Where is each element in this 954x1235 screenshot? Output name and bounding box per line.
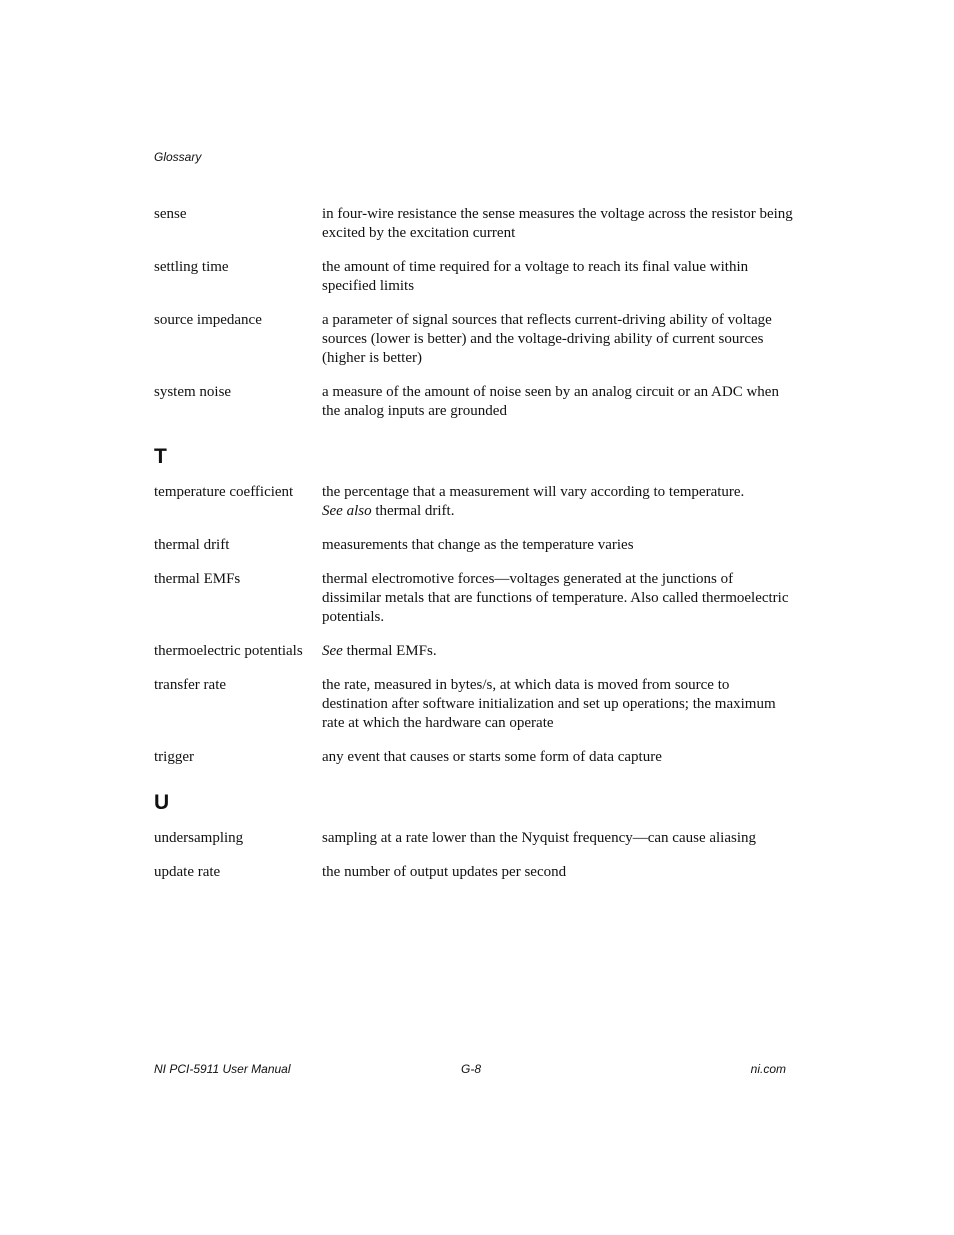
glossary-entry — [154, 205, 794, 243]
glossary-entry — [154, 536, 794, 555]
running-header: Glossary — [154, 150, 202, 164]
section-letter-t: T — [154, 445, 167, 468]
glossary-entry — [154, 748, 794, 767]
entry-definition: thermal electromotive forces—voltages generated at the junctions of dissimilar metals that are functions of temperature. Also called thermoelectric potentials. — [322, 571, 789, 625]
glossary-entries — [154, 205, 794, 897]
glossary-entry — [154, 258, 794, 296]
see-label: See — [322, 643, 343, 659]
footer-manual-title: NI PCI-5911 User Manual — [154, 1062, 291, 1076]
page-footer — [154, 1062, 786, 1078]
entry-term: thermal drift — [154, 537, 230, 553]
entry-definition: in four-wire resistance the sense measures the voltage across the resistor being excited by the excitation current — [322, 206, 793, 241]
entry-definition: any event that causes or starts some form of data capture — [322, 749, 662, 765]
entry-definition: a measure of the amount of noise seen by an analog circuit or an ADC when the analog inputs are grounded — [322, 384, 779, 419]
glossary-entry — [154, 676, 794, 733]
glossary-entry — [154, 863, 794, 882]
entry-term: thermal EMFs — [154, 571, 241, 587]
cross-reference: thermal EMFs. — [346, 643, 437, 659]
footer-site-link: ni.com — [750, 1062, 786, 1076]
entry-definition — [322, 642, 794, 661]
entry-definition: the number of output updates per second — [322, 864, 567, 880]
footer-page-number: G-8 — [461, 1062, 482, 1076]
entry-term: settling time — [154, 259, 229, 275]
entry-definition: measurements that change as the temperature varies — [322, 537, 634, 553]
entry-definition: the rate, measured in bytes/s, at which data is moved from source to destination after software initialization and set up operations; the maximum rate at which the hardware can operate — [322, 677, 776, 731]
entry-term: trigger — [154, 749, 194, 765]
entry-term: source impedance — [154, 312, 262, 328]
section-letter-u: U — [154, 791, 170, 814]
cross-reference: thermal drift. — [375, 503, 455, 519]
entry-term: update rate — [154, 864, 221, 880]
glossary-entry — [154, 570, 794, 627]
glossary-entry — [154, 311, 794, 368]
see-also-label: See also — [322, 503, 372, 519]
entry-term: undersampling — [154, 830, 244, 846]
entry-term: system noise — [154, 384, 232, 400]
glossary-entry — [154, 483, 794, 521]
entry-term: temperature coefficient — [154, 484, 294, 500]
entry-definition: a parameter of signal sources that reflects current-driving ability of voltage sources (lower is better) and the voltage-driving ability of current sources (higher is better) — [322, 312, 772, 366]
entry-definition — [322, 483, 794, 521]
glossary-entry — [154, 829, 794, 848]
definition-text: the percentage that a measurement will vary according to temperature. — [322, 484, 745, 500]
entry-definition: sampling at a rate lower than the Nyquist frequency—can cause aliasing — [322, 830, 757, 846]
entry-term: sense — [154, 206, 187, 222]
entry-definition: the amount of time required for a voltage to reach its final value within specified limits — [322, 259, 749, 294]
glossary-entry — [154, 642, 794, 661]
entry-term: transfer rate — [154, 677, 227, 693]
entry-term: thermoelectric potentials — [154, 643, 303, 659]
glossary-entry — [154, 383, 794, 421]
